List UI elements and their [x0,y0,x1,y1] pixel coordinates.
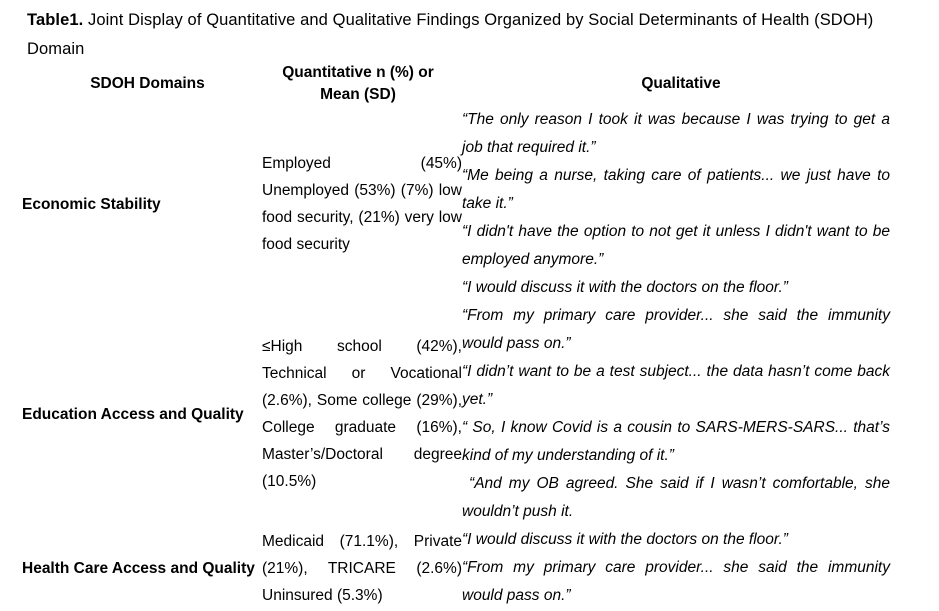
quote: “From my primary care provider... she said the immunity would pass on.” [462,307,890,352]
quote: “ So, I know Covid is a cousin to SARS-MERS-SARS... that’s kind of my understanding of it.” [462,419,890,464]
table-body [22,106,890,610]
table-caption [27,6,905,64]
table-row [22,526,890,610]
column-header-qualitative [462,62,890,106]
table-caption-text: Joint Display of Quantitative and Qualitative Findings Organized by Social Determinants of Health (SDOH) Domain [27,11,874,58]
table-header-row [22,62,890,106]
cell-quantitative: ≤High school (42%), Technical or Vocational (2.6%), Some college (29%), College graduate (16%), Master’s/Doctoral degree (10.5%) [262,338,462,490]
column-header-quantitative-label: Quantitative n (%) or Mean (SD) [282,64,434,103]
column-header-sdoh-domains [22,62,262,106]
table-row [22,302,890,526]
quote: “I didn’t want to be a test subject... the data hasn’t come back yet.” [462,363,890,408]
column-header-sdoh-domains-label: SDOH Domains [90,75,205,92]
quote: “And my OB agreed. She said if I wasn’t comfortable, she wouldn’t push it. [462,475,890,520]
quote: “Me being a nurse, taking care of patients... we just have to take it.” [462,167,890,212]
quote: “The only reason I took it was because I was trying to get a job that required it.” [462,111,890,156]
column-header-quantitative [262,62,462,106]
table-caption-label: Table1. [27,11,84,29]
quote: “I didn't have the option to not get it unless I didn't want to be employed anymore.” [462,223,890,268]
cell-domain: Education Access and Quality [22,405,244,423]
quote: “I would discuss it with the doctors on the floor.” [462,279,788,296]
cell-qualitative [462,302,890,526]
cell-quantitative: Employed (45%) Unemployed (53%) (7%) low food security, (21%) very low food security [262,155,462,253]
sdoh-joint-display-table [22,62,890,610]
column-header-qualitative-label: Qualitative [641,75,721,92]
cell-qualitative [462,106,890,302]
table-row [22,106,890,302]
quote: “I would discuss it with the doctors on the floor.” [462,531,788,548]
cell-domain: Economic Stability [22,195,161,213]
cell-qualitative [462,526,890,610]
cell-quantitative: Medicaid (71.1%), Private (21%), TRICARE (2.6%) Uninsured (5.3%) [262,532,462,604]
quote: “From my primary care provider... she said the immunity would pass on.” [462,559,890,604]
cell-domain: Health Care Access and Quality [22,559,255,577]
